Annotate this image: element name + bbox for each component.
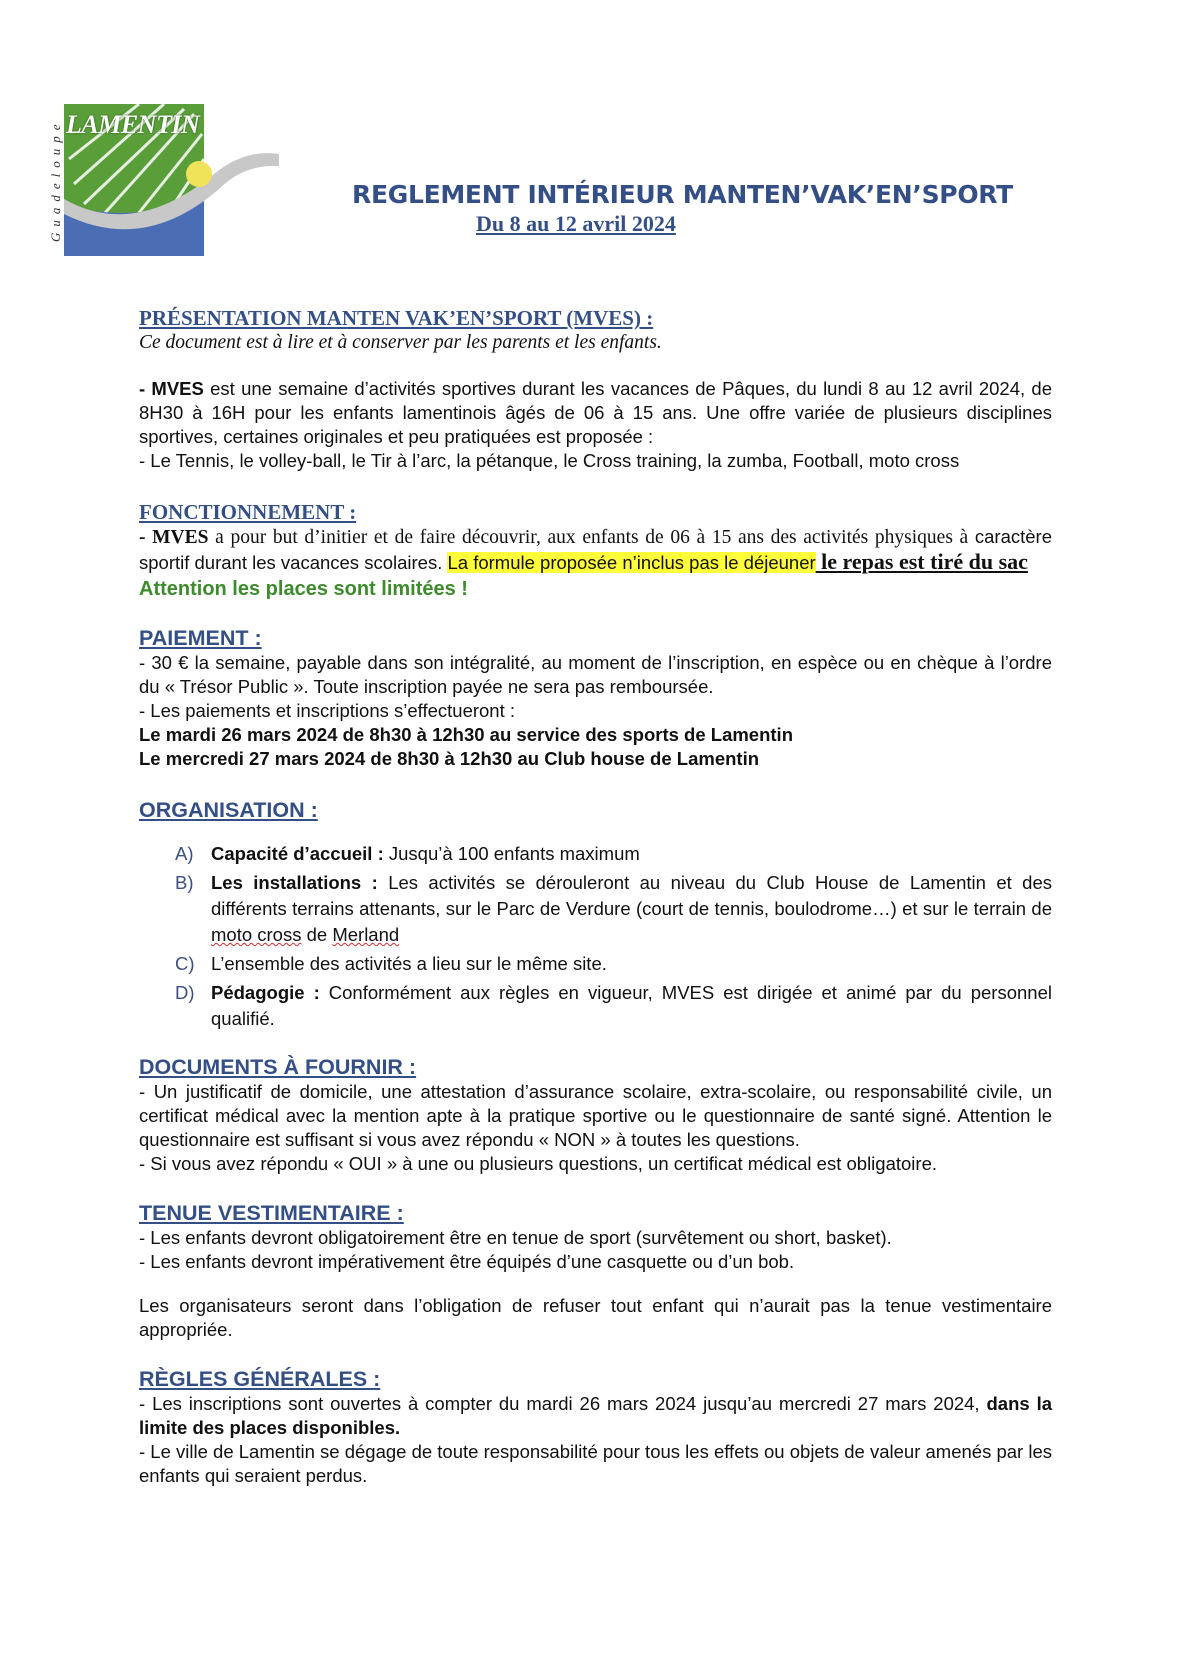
activities-list: - Le Tennis, le volley-ball, le Tir à l’arc, la pétanque, le Cross training, la zumba, Football, moto cross	[139, 450, 960, 471]
document-dates: Du 8 au 12 avril 2024	[476, 211, 676, 236]
documents-line-1: - Un justificatif de domicile, une attestation d’assurance scolaire, extra-scolaire, ou responsabilité civile, un certificat médical avec la mention apte à la pratique sportive ou le questionnaire de santé signé. Attention le questionnaire est suffisant si vous avez répondu « NON » à toutes les questions.	[139, 1081, 1052, 1150]
item-label: Les installations :	[211, 872, 378, 893]
lamentin-logo	[44, 104, 302, 274]
regles-line-1	[139, 1392, 1052, 1440]
paiement-date-1	[139, 723, 1052, 747]
item-text: L’ensemble des activités a lieu sur le même site.	[211, 953, 607, 974]
mves-lead-2: - MVES	[139, 527, 209, 548]
organisation-item	[139, 870, 1052, 948]
logo-name: LAMENTIN	[66, 110, 200, 139]
organisation-item	[139, 841, 1052, 867]
paiement-date-1-text: Le mardi 26 mars 2024 de 8h30 à 12h30 au service des sports de Lamentin	[139, 724, 793, 745]
document-header	[300, 180, 1120, 237]
regles-line-1-bold: dans la limite des places disponibles.	[139, 1393, 1052, 1438]
presentation-note: Ce document est à lire et à conserver par les parents et les enfants.	[139, 332, 662, 353]
list-marker: D)	[175, 982, 195, 1003]
organisation-list	[139, 841, 1052, 1032]
item-label: Capacité d’accueil :	[211, 843, 384, 864]
document-body	[139, 305, 1052, 1488]
organisation-item	[139, 980, 1052, 1032]
section-heading-tenue: TENUE VESTIMENTAIRE :	[139, 1201, 404, 1225]
section-heading-documents: DOCUMENTS À FOURNIR :	[139, 1055, 417, 1079]
item-text: Conformément aux règles en vigueur, MVES est dirigée et animé par du personnel qualifié.	[211, 982, 1052, 1029]
spellcheck-word: moto cross	[211, 924, 302, 945]
logo-vertical-text: Guadeloupe	[48, 118, 63, 242]
presentation-text: est une semaine d’activités sportives durant les vacances de Pâques, du lundi 8 au 12 avril 2024, de 8H30 à 16H pour les enfants lamentinois âgés de 06 à 15 ans. Une offre variée de plusieurs disciplines sportives, certaines originales et peu pratiquées est proposée :	[139, 378, 1052, 447]
section-heading-presentation: PRÉSENTATION MANTEN VAK’EN’SPORT (MVES) :	[139, 306, 654, 330]
item-text: Jusqu’à 100 enfants maximum	[383, 843, 640, 864]
item-text: Les activités se dérouleront au niveau du Club House de Lamentin et des différents terrains attenants, sur le Parc de Verdure (court de tennis, boulodrome…) et sur le terrain de	[211, 872, 1052, 919]
list-marker: B)	[175, 872, 194, 893]
paiement-date-2	[139, 747, 1052, 771]
repas-note: le repas est tiré du sac	[815, 549, 1028, 574]
section-heading-regles: RÈGLES GÉNÉRALES :	[139, 1367, 381, 1391]
paiement-date-2-text: Le mercredi 27 mars 2024 de 8h30 à 12h30 au Club house de Lamentin	[139, 748, 760, 769]
spellcheck-word: Merland	[332, 924, 400, 945]
tenue-line-2: - Les enfants devront impérativement être équipés d’une casquette ou d’un bob.	[139, 1251, 795, 1272]
section-heading-organisation: ORGANISATION :	[139, 798, 318, 822]
list-marker: A)	[175, 843, 194, 864]
tenue-line-1: - Les enfants devront obligatoirement être en tenue de sport (survêtement ou short, basket).	[139, 1227, 892, 1248]
mves-lead: - MVES	[139, 378, 204, 399]
item-text: de	[301, 924, 333, 945]
fonctionnement-paragraph	[139, 525, 1052, 575]
documents-line-2: - Si vous avez répondu « OUI » à une ou plusieurs questions, un certificat médical est obligatoire.	[139, 1153, 937, 1174]
fonctionnement-text-serif: a pour but d’initier et de faire découvrir, aux enfants de 06 à 15 ans des activités physiques à	[208, 527, 975, 548]
highlighted-lunch-note: La formule proposée n’inclus pas le déjeuner	[447, 552, 816, 573]
fonctionnement-text-sans: caractère sportif durant les vacances scolaires.	[139, 526, 1052, 573]
organisation-item	[139, 951, 1052, 977]
tenue-line-3: Les organisateurs seront dans l’obligation de refuser tout enfant qui n’aurait pas la tenue vestimentaire appropriée.	[139, 1295, 1052, 1340]
list-marker: C)	[175, 953, 195, 974]
section-heading-fonctionnement: FONCTIONNEMENT :	[139, 500, 357, 524]
paiement-line-2: - Les paiements et inscriptions s’effectueront :	[139, 700, 516, 721]
places-limited-warning: Attention les places sont limitées !	[139, 578, 468, 600]
section-heading-paiement: PAIEMENT :	[139, 626, 262, 650]
regles-line-1-text: - Les inscriptions sont ouvertes à compter du mardi 26 mars 2024 jusqu’au mercredi 27 mars 2024,	[139, 1393, 987, 1414]
paiement-line-1: - 30 € la semaine, payable dans son intégralité, au moment de l’inscription, en espèce ou en chèque à l’ordre du « Trésor Public ». Toute inscription payée ne sera pas remboursée.	[139, 652, 1052, 697]
regles-line-2: - Le ville de Lamentin se dégage de toute responsabilité pour tous les effets ou objets de valeur amenés par les enfants qui seraient perdus.	[139, 1441, 1052, 1486]
presentation-paragraph	[139, 377, 1052, 449]
item-label: Pédagogie :	[211, 982, 320, 1003]
document-title: REGLEMENT INTÉRIEUR MANTEN’VAK’EN’SPORT	[352, 180, 1013, 209]
